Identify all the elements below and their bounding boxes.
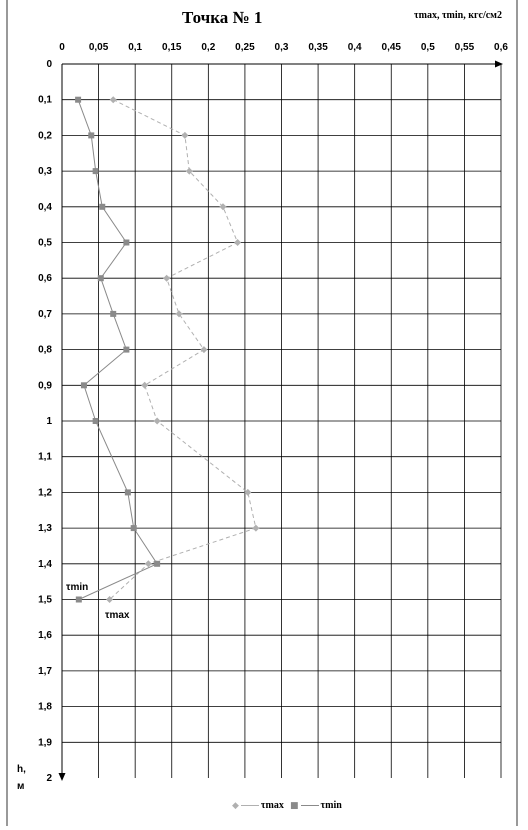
x-tick-label: 0 [59,42,65,53]
y-tick-label: 0,4 [38,201,52,213]
x-tick-label: 0,6 [494,42,508,53]
data-point-tau-min [99,204,105,210]
legend-line-icon [301,805,319,806]
x-tick-label: 0,3 [274,42,289,53]
y-tick-label: 1,7 [38,665,52,677]
x-tick-label: 0,25 [235,42,255,53]
x-tick-label: 0,15 [162,42,182,53]
y-tick-label: 1 [46,416,52,427]
x-axis-label: τmax, τmin, кгс/см2 [414,10,502,21]
legend-square-icon: ■ [290,801,299,811]
legend-tau-max [232,800,284,811]
data-point-tau-min [93,168,99,174]
x-tick-label: 0,35 [308,42,328,53]
y-tick-label: 0 [46,59,52,70]
y-axis-label-h: h, [17,764,26,775]
x-tick-label: 0,1 [128,42,143,53]
data-point-tau-min [81,382,87,388]
legend-tau-min [290,800,342,811]
data-point-tau-min [131,525,137,531]
data-point-tau-min [75,97,81,103]
y-axis-arrow-icon [59,773,66,781]
y-tick-label: 1,9 [38,737,52,749]
data-point-tau-min [93,418,99,424]
data-point-tau-min [125,489,131,495]
data-point-tau-min [76,597,82,603]
legend-label-tau-min: τmin [320,800,342,811]
data-point-tau-min [154,561,160,567]
data-point-tau-max [163,275,170,282]
y-tick-label: 1,2 [38,487,52,499]
y-tick-label: 1,8 [38,701,52,713]
y-tick-label: 0,3 [38,166,52,178]
y-tick-label: 1,4 [38,558,52,570]
y-tick-label: 0,7 [38,308,52,320]
legend-diamond-icon: ◆ [232,801,239,811]
legend-label-tau-max: τmax [260,800,284,811]
data-point-tau-max [181,132,188,139]
annotation-tau-min: τmin [66,582,89,593]
data-point-tau-min [110,311,116,317]
data-point-tau-max [176,310,183,317]
y-tick-label: 0,8 [38,344,52,356]
data-point-tau-min [98,275,104,281]
y-tick-label: 0,6 [38,273,52,285]
y-tick-label: 0,1 [38,94,52,106]
y-tick-label: 2 [46,773,52,784]
y-tick-label: 0,2 [38,130,52,142]
y-tick-label: 0,5 [38,237,52,249]
y-tick-label: 1,6 [38,630,52,642]
x-tick-label: 0,2 [201,42,216,53]
x-tick-label: 0,45 [381,42,401,53]
data-point-tau-max [252,525,259,532]
x-axis-arrow-icon [495,61,503,68]
data-point-tau-max [141,382,148,389]
x-tick-label: 0,55 [454,42,475,53]
data-point-tau-max [110,96,117,103]
legend-line-icon [241,805,259,806]
data-point-tau-min [123,347,129,353]
data-point-tau-min [123,240,129,246]
data-point-tau-max [200,346,207,353]
y-tick-label: 0,9 [38,380,52,392]
annotation-tau-max: τmax [105,610,130,621]
data-point-tau-max [234,239,241,246]
data-point-tau-max [154,418,161,425]
y-tick-label: 1,1 [38,451,52,463]
y-axis-label-unit: м [17,781,25,792]
y-tick-label: 1,5 [38,594,52,606]
x-tick-label: 0,05 [88,42,109,53]
data-point-tau-min [88,132,94,138]
chart-title: Точка № 1 [182,8,263,27]
x-tick-label: 0,5 [420,42,435,53]
x-tick-label: 0,4 [347,42,362,53]
y-tick-label: 1,3 [38,523,52,535]
